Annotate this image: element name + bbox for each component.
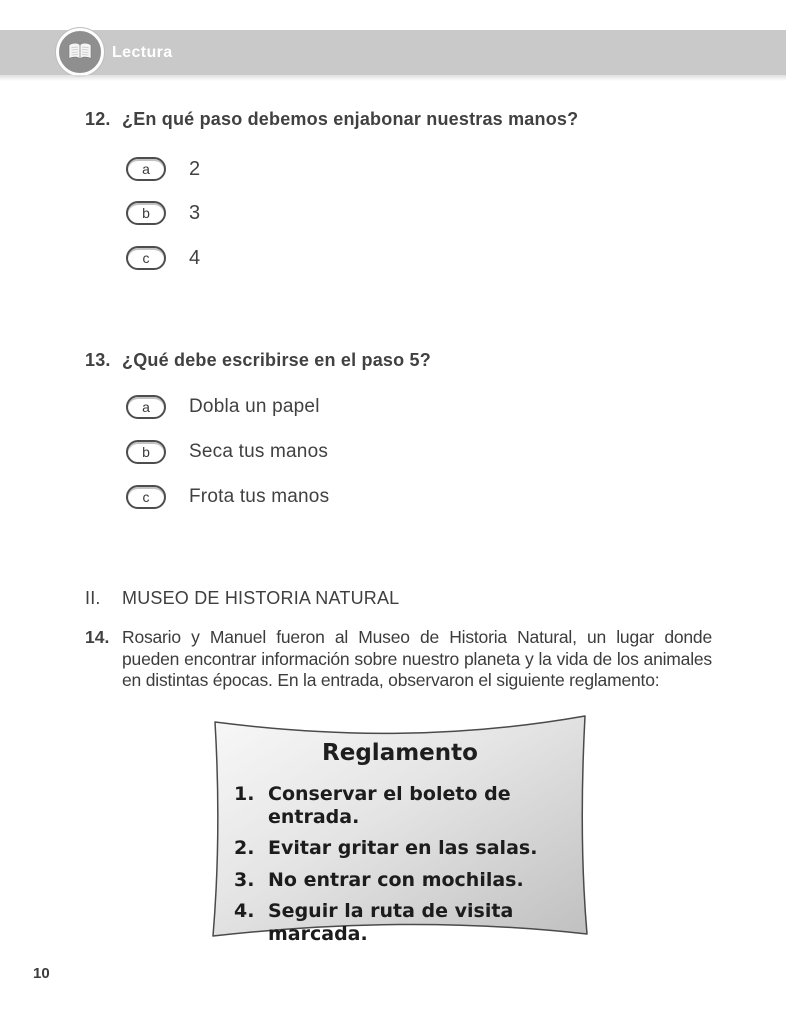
option-row-13c <box>126 485 329 509</box>
answer-bubble-c[interactable]: c <box>126 485 166 509</box>
rule-item <box>234 869 576 892</box>
option-label: 2 <box>189 157 201 180</box>
section-heading <box>85 588 399 609</box>
rule-item <box>234 837 576 860</box>
option-row-13a <box>126 395 320 419</box>
section-title: MUSEO DE HISTORIA NATURAL <box>122 588 400 608</box>
page-number: 10 <box>33 965 50 982</box>
answer-bubble-a[interactable]: a <box>126 157 166 181</box>
open-book-icon <box>67 42 93 62</box>
question-text: ¿En qué paso debemos enjabonar nuestras manos? <box>122 109 579 129</box>
question-number: 14. <box>85 627 110 647</box>
rule-number: 2. <box>234 837 255 859</box>
option-label: Dobla un papel <box>189 396 320 417</box>
section-numeral: II. <box>85 588 101 608</box>
sign-rules <box>234 783 576 954</box>
question-12-title <box>85 109 730 130</box>
rule-item <box>234 783 576 828</box>
sign-title: Reglamento <box>322 740 478 766</box>
question-14 <box>85 627 712 692</box>
question-13 <box>85 350 730 530</box>
answer-bubble-b[interactable]: b <box>126 201 166 225</box>
option-row-12c <box>126 246 200 270</box>
option-row-12b <box>126 201 200 225</box>
header-label: Lectura <box>112 43 173 61</box>
option-row-13b <box>126 440 328 464</box>
question-number: 12. <box>85 109 111 129</box>
answer-bubble-c[interactable]: c <box>126 246 166 270</box>
rule-text: Conservar el boleto de entrada. <box>268 783 511 828</box>
answer-bubble-a[interactable]: a <box>126 395 166 419</box>
option-label: 4 <box>189 246 201 269</box>
option-label: Seca tus manos <box>189 441 329 462</box>
option-row-12a <box>126 157 200 181</box>
rule-item <box>234 900 576 945</box>
option-label: 3 <box>189 201 201 224</box>
rule-text: No entrar con mochilas. <box>268 868 524 891</box>
question-12 <box>85 109 730 299</box>
answer-bubble-b[interactable]: b <box>126 440 166 464</box>
reglamento-sign <box>210 712 590 945</box>
question-number: 13. <box>85 350 111 370</box>
option-label: Frota tus manos <box>189 486 330 507</box>
question-text: ¿Qué debe escribirse en el paso 5? <box>122 350 431 370</box>
rule-number: 4. <box>234 900 255 922</box>
lectura-badge <box>56 28 104 76</box>
rule-text: Seguir la ruta de visita marcada. <box>268 900 514 945</box>
rule-number: 3. <box>234 868 255 891</box>
question-text: Rosario y Manuel fueron al Museo de Historia Natural, un lugar donde pueden encontrar información sobre nuestro planeta y la vida de los animales en distintas épocas. En la entrada, observaron el siguiente reglamento: <box>122 627 712 690</box>
rule-number: 1. <box>234 783 255 805</box>
rule-text: Evitar gritar en las salas. <box>268 837 538 859</box>
lectura-header-bar <box>0 30 786 75</box>
question-13-title <box>85 350 730 371</box>
